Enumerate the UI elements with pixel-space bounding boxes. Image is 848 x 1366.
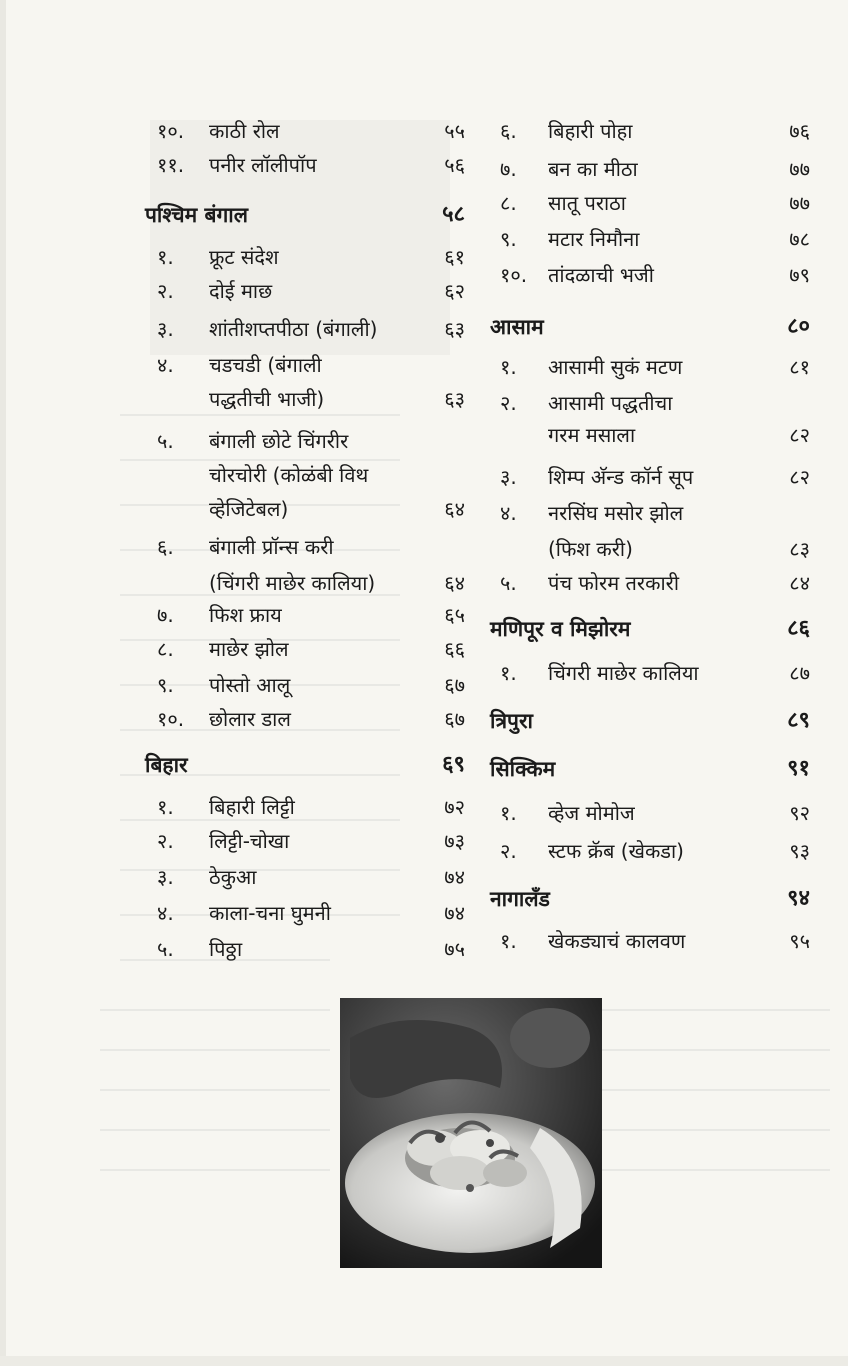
- toc-entry: [145, 932, 465, 966]
- toc-entry: [490, 566, 810, 600]
- page-edge-bottom: [0, 1356, 848, 1366]
- page-number: ६५: [444, 603, 465, 627]
- page-number: ५५: [444, 119, 465, 143]
- toc-section-heading: [490, 752, 810, 786]
- entry-title: व्हेज मोमोज: [548, 801, 635, 825]
- toc-entry: [490, 386, 810, 420]
- page-number: ८७: [789, 661, 810, 685]
- toc-section-heading: [490, 882, 810, 916]
- entry-title: (फिश करी): [548, 537, 633, 561]
- entry-number: १.: [500, 801, 517, 825]
- entry-number: ७.: [500, 157, 517, 181]
- entry-number: १०.: [157, 707, 185, 731]
- entry-title: चडचडी (बंगाली: [209, 353, 322, 377]
- page-number: ८२: [789, 465, 810, 489]
- toc-entry: [490, 222, 810, 256]
- entry-title: माछेर झोल: [209, 637, 289, 661]
- toc-entry: [145, 492, 465, 526]
- entry-title: दोई माछ: [209, 279, 273, 303]
- page-number: ५६: [444, 153, 465, 177]
- entry-title: तांदळाची भजी: [548, 263, 654, 287]
- food-photo: [340, 998, 602, 1268]
- section-title: बिहार: [145, 753, 188, 777]
- toc-entry: [145, 668, 465, 702]
- section-title: आसाम: [490, 315, 544, 339]
- entry-title: काला-चना घुमनी: [209, 901, 331, 925]
- entry-number: ४.: [157, 353, 174, 377]
- toc-entry: [490, 834, 810, 868]
- page-number: ९५: [789, 929, 810, 953]
- entry-title: व्हेजिटेबल): [209, 497, 289, 521]
- entry-title: शिम्प अ‍ॅन्ड कॉर्न सूप: [548, 465, 694, 489]
- toc-entry: [145, 274, 465, 308]
- toc-entry: [490, 496, 810, 530]
- page-number: ५८: [442, 202, 465, 227]
- entry-number: ६.: [500, 119, 517, 143]
- page-number: ७७: [789, 191, 810, 215]
- toc-entry: [490, 460, 810, 494]
- entry-title: फ्रूट संदेश: [209, 245, 279, 269]
- entry-number: ७.: [157, 603, 174, 627]
- page-number: ८६: [787, 616, 810, 641]
- entry-title: आसामी पद्धतीचा: [548, 391, 673, 415]
- entry-number: ८.: [157, 637, 174, 661]
- page-number: ८०: [787, 314, 810, 339]
- page-number: ६७: [444, 707, 465, 731]
- entry-title: खेकड्याचं कालवण: [548, 929, 686, 953]
- toc-entry: [145, 348, 465, 382]
- page-number: ८३: [789, 537, 810, 561]
- entry-title: लिट्टी-चोखा: [209, 829, 290, 853]
- page-number: ८९: [787, 708, 810, 733]
- section-title: मणिपूर व मिझोरम: [490, 617, 631, 641]
- entry-number: १.: [157, 795, 174, 819]
- entry-title: आसामी सुकं मटण: [548, 355, 683, 379]
- page-edge: [0, 0, 6, 1366]
- page-number: ७७: [789, 157, 810, 181]
- toc-entry: [490, 258, 810, 292]
- entry-title: पोस्तो आलू: [209, 673, 291, 697]
- page-number: ९२: [789, 801, 810, 825]
- toc-entry: [145, 896, 465, 930]
- entry-title: पनीर लॉलीपॉप: [209, 153, 317, 177]
- entry-title: बंगाली छोटे चिंगरीर: [209, 429, 349, 453]
- toc-entry: [490, 656, 810, 690]
- page-number: ७४: [444, 865, 465, 889]
- entry-title: फिश फ्राय: [209, 603, 282, 627]
- entry-number: ८.: [500, 191, 517, 215]
- toc-entry: [145, 824, 465, 858]
- entry-title: सातू पराठा: [548, 191, 626, 215]
- entry-title: चिंगरी माछेर कालिया: [548, 661, 699, 685]
- page-number: ७४: [444, 901, 465, 925]
- section-title: पश्चिम बंगाल: [145, 203, 248, 227]
- entry-title: (चिंगरी माछेर कालिया): [209, 571, 376, 595]
- page-number: ९१: [787, 756, 810, 781]
- page-number: ७८: [789, 227, 810, 251]
- entry-number: ५.: [157, 937, 174, 961]
- entry-title: मटार निमौना: [548, 227, 640, 251]
- entry-title: काठी रोल: [209, 119, 280, 143]
- entry-number: ४.: [157, 901, 174, 925]
- toc-entry: [490, 532, 810, 566]
- toc-entry: [145, 458, 465, 492]
- entry-number: २.: [500, 391, 517, 415]
- page-number: ६३: [444, 317, 465, 341]
- entry-number: ३.: [157, 865, 174, 889]
- entry-number: १.: [500, 929, 517, 953]
- entry-number: ३.: [157, 317, 174, 341]
- toc-entry: [490, 350, 810, 384]
- toc-entry: [490, 418, 810, 452]
- entry-title: बंगाली प्रॉन्स करी: [209, 535, 334, 559]
- entry-number: २.: [157, 829, 174, 853]
- toc-entry: [145, 790, 465, 824]
- entry-title: गरम मसाला: [548, 423, 636, 447]
- section-title: त्रिपुरा: [490, 709, 533, 733]
- entry-title: शांतीशप्तपीठा (बंगाली): [209, 317, 378, 341]
- entry-title: छोलार डाल: [209, 707, 291, 731]
- page-number: ७५: [444, 937, 465, 961]
- page-number: ६७: [444, 673, 465, 697]
- entry-number: ६.: [157, 535, 174, 559]
- toc-section-heading: [145, 748, 465, 782]
- entry-title: चोरचोरी (कोळंबी विथ: [209, 463, 369, 487]
- toc-entry: [145, 382, 465, 416]
- page-number: ६४: [444, 571, 465, 595]
- entry-number: ९.: [500, 227, 517, 251]
- toc-entry: [490, 796, 810, 830]
- page-number: ९३: [789, 839, 810, 863]
- toc-entry: [145, 632, 465, 666]
- entry-number: १.: [157, 245, 174, 269]
- page-number: ८४: [789, 571, 810, 595]
- page-number: ६६: [444, 637, 465, 661]
- entry-number: ९.: [157, 673, 174, 697]
- entry-title: नरसिंघ मसोर झोल: [548, 501, 684, 525]
- entry-number: ५.: [500, 571, 517, 595]
- toc-entry: [145, 240, 465, 274]
- toc-section-heading: [490, 612, 810, 646]
- entry-number: ३.: [500, 465, 517, 489]
- entry-title: पंच फोरम तरकारी: [548, 571, 679, 595]
- toc-entry: [145, 598, 465, 632]
- entry-number: १.: [500, 355, 517, 379]
- page-number: ८२: [789, 423, 810, 447]
- entry-title: पद्धतीची भाजी): [209, 387, 325, 411]
- entry-title: बन का मीठा: [548, 157, 638, 181]
- toc-section-heading: [145, 198, 465, 232]
- page-number: ८१: [789, 355, 810, 379]
- toc-entry: [145, 860, 465, 894]
- toc-entry: [490, 924, 810, 958]
- entry-title: स्टफ क्रॅब (खेकडा): [548, 839, 684, 863]
- toc-section-heading: [490, 310, 810, 344]
- entry-number: २.: [157, 279, 174, 303]
- page-number: ६९: [442, 752, 465, 777]
- entry-number: १०.: [500, 263, 528, 287]
- entry-number: ४.: [500, 501, 517, 525]
- page-number: ७३: [444, 829, 465, 853]
- toc-entry: [490, 152, 810, 186]
- toc-entry: [145, 702, 465, 736]
- toc-entry: [490, 114, 810, 148]
- toc-entry: [145, 530, 465, 564]
- entry-title: ठेकुआ: [209, 865, 257, 889]
- toc-section-heading: [490, 704, 810, 738]
- page-number: ७२: [444, 795, 465, 819]
- page-number: ६४: [444, 497, 465, 521]
- page-number: ९४: [787, 886, 810, 911]
- entry-number: १.: [500, 661, 517, 685]
- toc-entry: [145, 114, 465, 148]
- toc-entry: [145, 312, 465, 346]
- toc-entry: [145, 566, 465, 600]
- page-number: ७६: [789, 119, 810, 143]
- page-number: ६३: [444, 387, 465, 411]
- entry-number: ५.: [157, 429, 174, 453]
- section-title: नागालँड: [490, 887, 550, 911]
- toc-entry: [145, 424, 465, 458]
- momos-plate-image: [340, 998, 602, 1268]
- entry-title: बिहारी लिट्टी: [209, 795, 295, 819]
- entry-title: बिहारी पोहा: [548, 119, 633, 143]
- page-number: ७९: [789, 263, 810, 287]
- toc-entry: [145, 148, 465, 182]
- entry-title: पिठ्ठा: [209, 937, 243, 961]
- entry-number: २.: [500, 839, 517, 863]
- page-number: ६१: [444, 245, 465, 269]
- toc-entry: [490, 186, 810, 220]
- entry-number: १०.: [157, 119, 185, 143]
- section-title: सिक्किम: [490, 757, 556, 781]
- page-number: ६२: [444, 279, 465, 303]
- entry-number: ११.: [157, 153, 185, 177]
